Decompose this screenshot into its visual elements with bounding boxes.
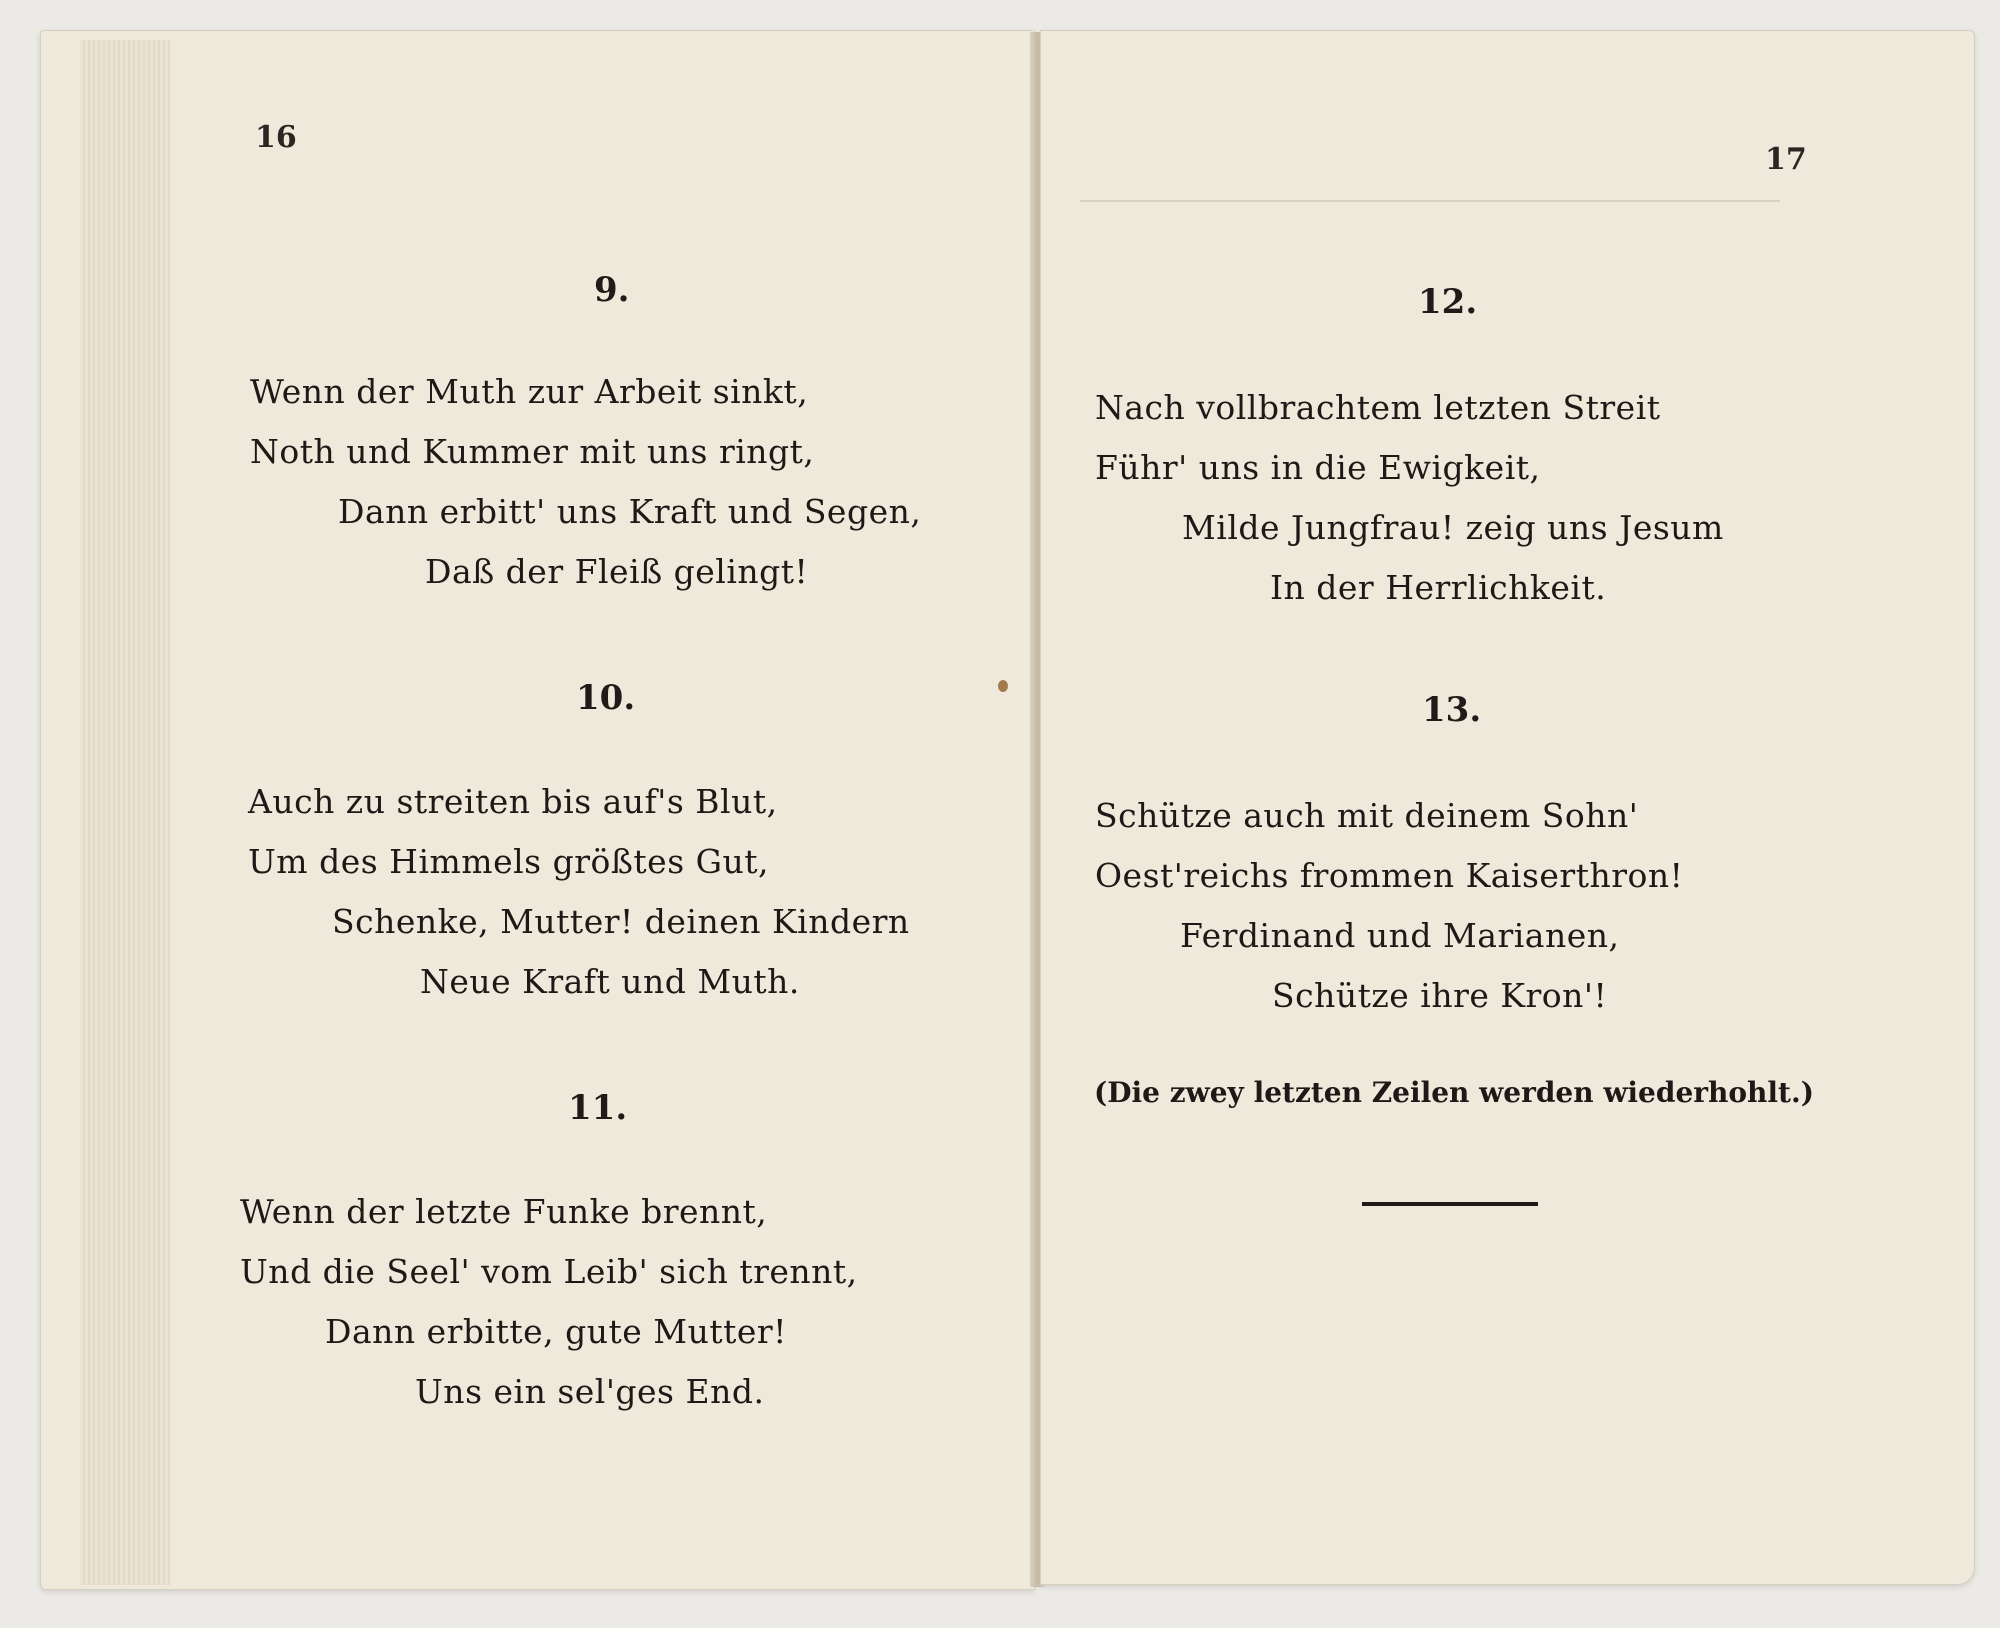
page-number-right: 17 [1765,142,1807,177]
stanza-number: 12. [1418,282,1478,322]
stanza-number: 11. [568,1088,628,1128]
repeat-note: (Die zwey letzten Zeilen werden wiederhohlt.) [1094,1076,1814,1109]
verse-line: Wenn der letzte Funke brennt, [240,1192,768,1231]
verse-line: Schenke, Mutter! deinen Kindern [332,902,910,941]
stanza-number: 13. [1422,690,1482,730]
verse-line: Wenn der Muth zur Arbeit sinkt, [250,372,809,411]
stanza-number: 9. [594,270,630,310]
header-rule [1080,200,1780,202]
verse-line: Dann erbitt' uns Kraft und Segen, [338,492,922,531]
verse-line: Führ' uns in die Ewigkeit, [1095,448,1541,487]
page-number-left: 16 [255,120,297,155]
verse-line: In der Herrlichkeit. [1270,568,1607,607]
verse-line: Ferdinand und Marianen, [1180,916,1620,955]
verse-line: Schütze ihre Kron'! [1272,976,1608,1015]
verse-line: Auch zu streiten bis auf's Blut, [248,782,778,821]
verse-line: Und die Seel' vom Leib' sich trennt, [240,1252,858,1291]
verse-line: Uns ein sel'ges End. [415,1372,765,1411]
page-edge-stack [80,40,170,1585]
verse-line: Daß der Fleiß gelingt! [425,552,809,591]
verse-line: Neue Kraft und Muth. [420,962,800,1001]
stanza-number: 10. [576,678,636,718]
verse-line: Dann erbitte, gute Mutter! [325,1312,787,1351]
verse-line: Nach vollbrachtem letzten Streit [1095,388,1661,427]
verse-line: Schütze auch mit deinem Sohn' [1095,796,1639,835]
closing-rule [1362,1202,1538,1206]
verse-line: Milde Jungfrau! zeig uns Jesum [1182,508,1724,547]
verse-line: Um des Himmels größtes Gut, [248,842,769,881]
verse-line: Oest'reichs frommen Kaiserthron! [1095,856,1684,895]
verse-line: Noth und Kummer mit uns ringt, [250,432,815,471]
paper-speck [998,680,1008,692]
